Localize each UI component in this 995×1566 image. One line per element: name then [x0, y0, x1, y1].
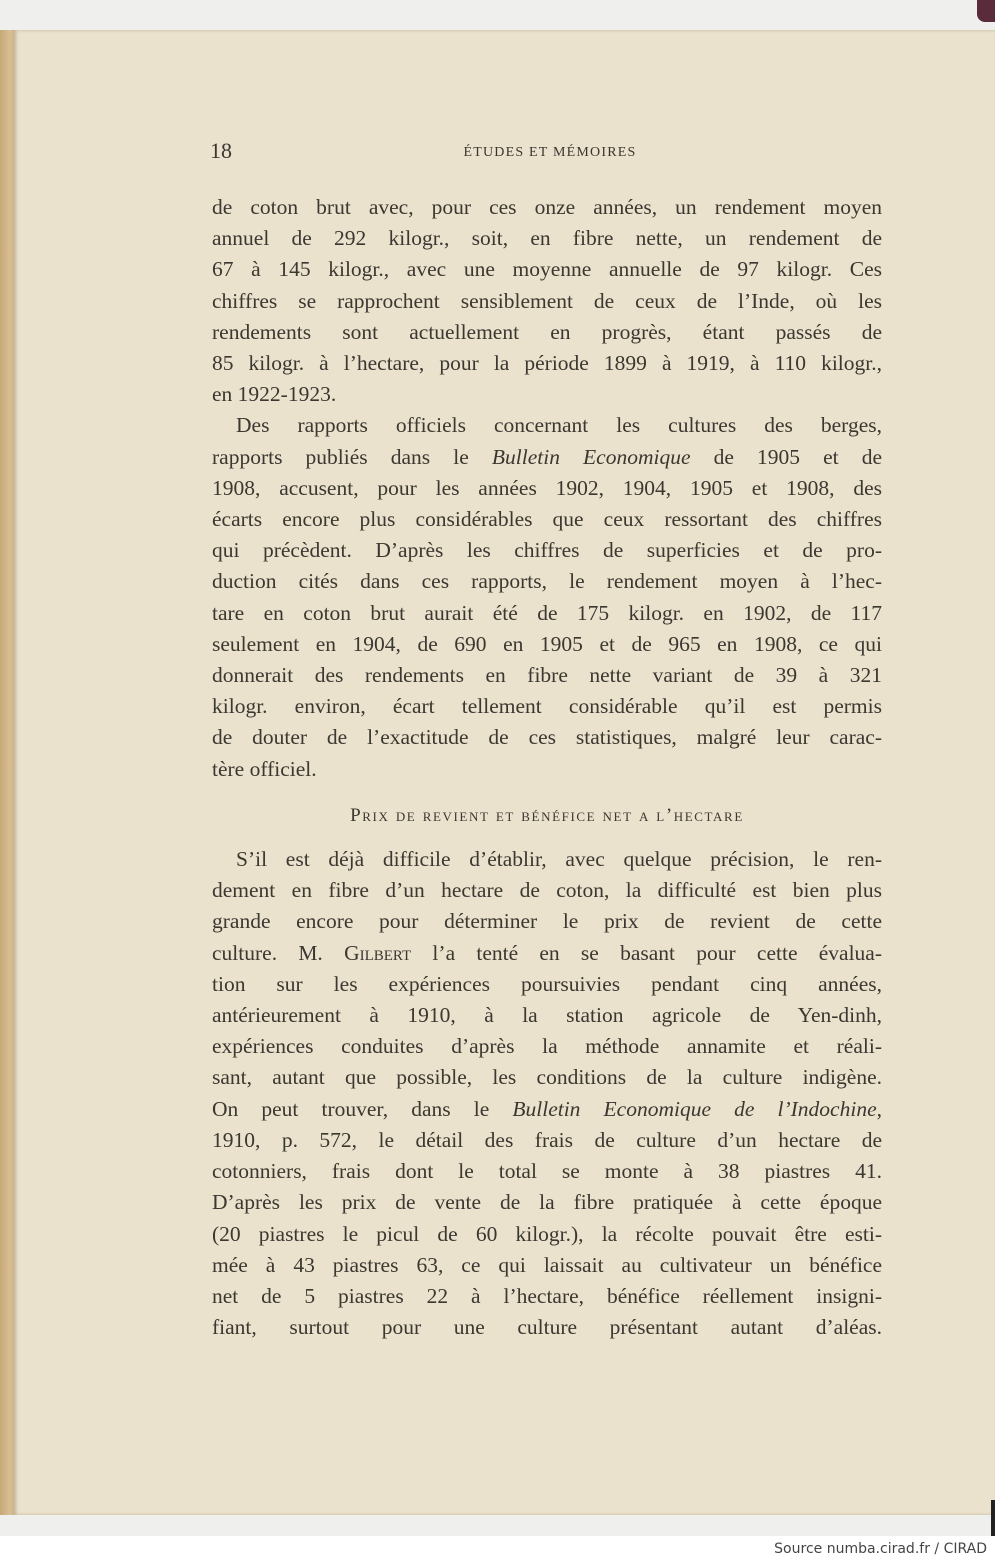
text-line: kilogr. environ, écart tellement considérable qu’il est permis: [212, 694, 882, 719]
text-fragment: de 1905 et de: [690, 444, 882, 469]
text-line: qui précèdent. D’après les chiffres de superficies et de pro-: [212, 538, 882, 563]
page-header: [210, 138, 890, 168]
text-line: 67 à 145 kilogr., avec une moyenne annuelle de 97 kilogr. Ces: [212, 257, 882, 282]
text-line: tère officiel.: [212, 756, 317, 781]
text-line: (20 piastres le picul de 60 kilogr.), la récolte pouvait être esti-: [212, 1221, 882, 1246]
italic-title: Bulletin Economique: [491, 444, 691, 469]
text-line: écarts encore plus considérables que ceux ressortant des chiffres: [212, 507, 882, 532]
source-credit: Source numba.cirad.fr / CIRAD: [774, 1541, 987, 1557]
text-line: chiffres se rapprochent sensiblement de ceux de l’Inde, où les: [212, 288, 882, 313]
paragraph-1: [212, 192, 882, 410]
text-fragment: l’a tenté en se basant pour cette évalua-: [411, 940, 882, 965]
text-line: dement en fibre d’un hectare de coton, la difficulté est bien plus: [212, 878, 882, 903]
text-line: expériences conduites d’après la méthode annamite et réali-: [212, 1034, 882, 1059]
text-line: de douter de l’exactitude de ces statistiques, malgré leur carac-: [212, 725, 882, 750]
text-line: 1908, accusent, pour les années 1902, 1904, 1905 et 1908, des: [212, 475, 882, 500]
text-line: fiant, surtout pour une culture présentant autant d’aléas.: [212, 1315, 882, 1340]
text-line: mée à 43 piastres 63, ce qui laissait au cultivateur un bénéfice: [212, 1252, 882, 1277]
text-line: grande encore pour déterminer le prix de revient de cette: [212, 909, 882, 934]
text-line: D’après les prix de vente de la fibre pratiquée à cette époque: [212, 1190, 882, 1215]
text-line: duction cités dans ces rapports, le rendement moyen à l’hec-: [212, 569, 882, 594]
text-fragment: rapports publiés dans le: [212, 444, 492, 469]
paragraph-2: [212, 410, 882, 784]
text-line: antérieurement à 1910, à la station agricole de Yen-dinh,: [212, 1003, 882, 1028]
text-line: en 1922-1923.: [212, 382, 337, 407]
italic-title: Bulletin Economique de l’Indochine: [512, 1096, 877, 1121]
text-line: cotonniers, frais dont le total se monte à 38 piastres 41.: [212, 1159, 882, 1184]
body-text: [212, 192, 882, 1343]
text-line: tare en coton brut aurait été de 175 kilogr. en 1902, de 117: [212, 600, 882, 625]
text-fragment: On peut trouver, dans le: [212, 1096, 513, 1121]
text-line: net de 5 piastres 22 à l’hectare, bénéfice réellement insigni-: [212, 1283, 882, 1308]
text-line: S’il est déjà difficile d’établir, avec quelque précision, le ren-: [236, 847, 882, 872]
text-line: [212, 442, 882, 473]
text-line: seulement en 1904, de 690 en 1905 et de 965 en 1908, ce qui: [212, 631, 882, 656]
text-line: sant, autant que possible, les conditions de la culture indigène.: [212, 1065, 882, 1090]
scan-corner-mark: [977, 0, 995, 22]
author-name: Gilbert: [344, 940, 412, 965]
section-heading: Prix de revient et bénéfice net a l’hectare: [350, 804, 744, 826]
text-line: rendements sont actuellement en progrès, étant passés de: [212, 319, 882, 344]
text-line: de coton brut avec, pour ces onze années, un rendement moyen: [212, 195, 882, 219]
running-title: ÉTUDES ET MÉMOIRES: [463, 145, 637, 160]
text-line: tion sur les expériences poursuivies pendant cinq années,: [212, 971, 882, 996]
text-line: annuel de 292 kilogr., soit, en fibre nette, un rendement de: [212, 226, 882, 251]
text-fragment: ,: [876, 1096, 882, 1121]
page-number: 18: [210, 138, 232, 163]
text-line: 1910, p. 572, le détail des frais de culture d’un hectare de: [212, 1127, 882, 1152]
text-line: 85 kilogr. à l’hectare, pour la période 1899 à 1919, à 110 kilogr.,: [212, 351, 882, 376]
scan-right-edge: [991, 1500, 995, 1536]
text-line: Des rapports officiels concernant les cultures des berges,: [236, 413, 882, 438]
text-line: [212, 1094, 882, 1125]
text-fragment: culture. M.: [212, 940, 345, 965]
text-line: [212, 938, 882, 969]
text-line: donnerait des rendements en fibre nette variant de 39 à 321: [212, 663, 882, 688]
paragraph-3: [212, 844, 882, 1343]
